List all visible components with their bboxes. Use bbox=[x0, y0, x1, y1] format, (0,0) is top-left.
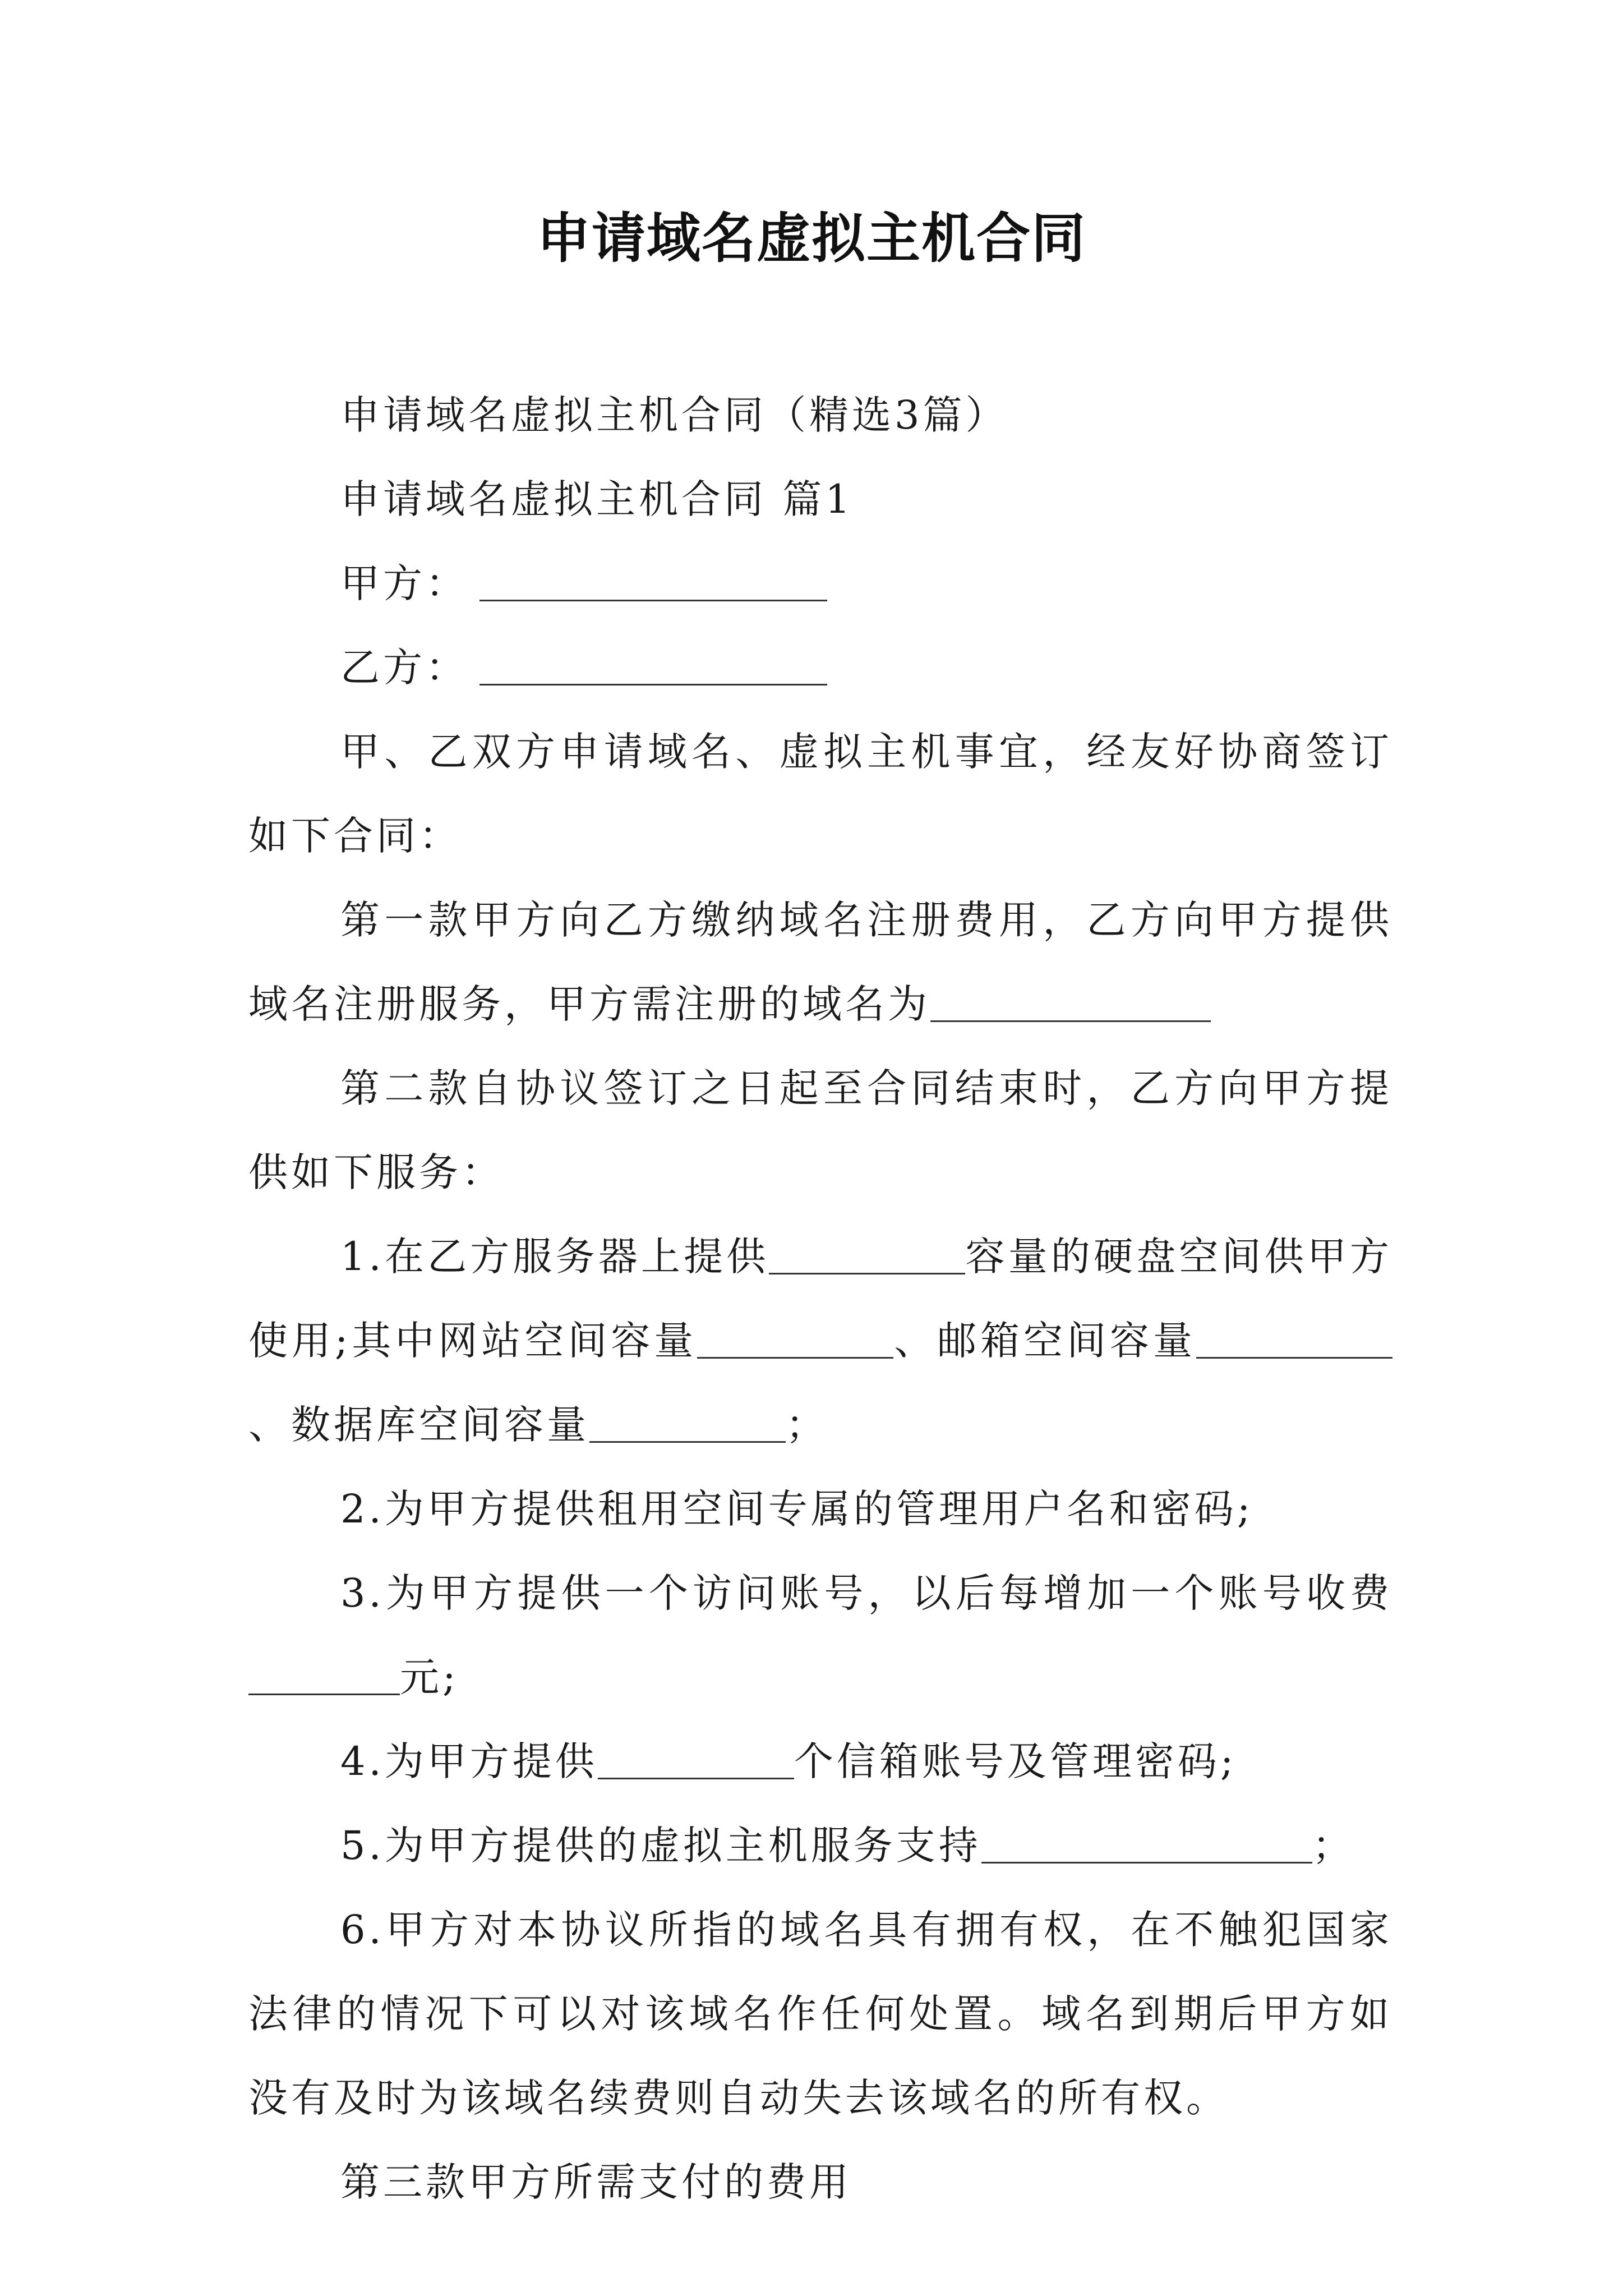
clause-2-text: 第二款自协议签订之日起至合同结束时，乙方向甲方提供如下服务： bbox=[248, 1065, 1393, 1195]
website-capacity-blank bbox=[697, 1318, 893, 1359]
party-a-blank bbox=[479, 560, 827, 601]
item-6-paragraph bbox=[248, 1888, 1393, 2140]
item-2-paragraph bbox=[248, 1467, 1393, 1551]
intro-text: 甲、乙双方申请域名、虚拟主机事宜，经友好协商签订如下合同： bbox=[248, 729, 1393, 859]
party-a-label: 甲方： bbox=[340, 560, 468, 606]
item-1-paragraph bbox=[248, 1214, 1393, 1467]
disk-capacity-blank bbox=[769, 1234, 965, 1274]
mailbox-capacity-blank bbox=[1196, 1318, 1393, 1359]
party-a-line bbox=[248, 541, 1393, 625]
item-3-text-b: 元; bbox=[400, 1654, 459, 1700]
party-b-label: 乙方： bbox=[340, 645, 468, 691]
database-capacity-blank bbox=[589, 1402, 786, 1443]
document-body bbox=[248, 373, 1393, 2224]
item-1-text-c: 、邮箱空间容量 bbox=[893, 1318, 1196, 1364]
clause-3-paragraph bbox=[248, 2140, 1393, 2224]
party-b-line bbox=[248, 625, 1393, 710]
item-1-text-e: ； bbox=[786, 1402, 828, 1448]
subtitle-text: 申请域名虚拟主机合同（精选3篇） bbox=[340, 392, 1008, 438]
subtitle bbox=[248, 373, 1393, 457]
item-1-text-d: 、数据库空间容量 bbox=[248, 1402, 589, 1448]
document-title: 申请域名虚拟主机合同 bbox=[537, 206, 1086, 270]
hosting-support-blank bbox=[981, 1823, 1312, 1864]
item-3-paragraph bbox=[248, 1551, 1393, 1719]
clause-1-text: 第一款甲方向乙方缴纳域名注册费用，乙方向甲方提供域名注册服务，甲方需注册的域名为 bbox=[248, 897, 1393, 1027]
clause-3-text: 第三款甲方所需支付的费用 bbox=[340, 2159, 852, 2205]
part-heading-text: 申请域名虚拟主机合同 篇1 bbox=[340, 476, 854, 522]
domain-name-blank bbox=[930, 981, 1211, 1022]
item-3-text-a: 3.为甲方提供一个访问账号，以后每增加一个账号收费 bbox=[340, 1570, 1393, 1616]
clause-1-paragraph bbox=[248, 878, 1393, 1046]
item-1-text-a: 1.在乙方服务器上提供 bbox=[340, 1234, 769, 1280]
item-5-text-b: ； bbox=[1312, 1823, 1355, 1869]
item-2-text: 2.为甲方提供租用空间专属的管理用户名和密码; bbox=[340, 1486, 1254, 1532]
part-heading bbox=[248, 457, 1393, 541]
party-b-blank bbox=[479, 645, 827, 685]
item-1-text-b: 容量的硬盘空间供甲方使用;其中网站空间容量 bbox=[248, 1234, 1393, 1364]
item-6-text: 6.甲方对本协议所指的域名具有拥有权，在不触犯国家法律的情况下可以对该域名作任何处置。域名到期后甲方如没有及时为该域名续费则自动失去该域名的所有权。 bbox=[248, 1907, 1393, 2121]
item-4-paragraph bbox=[248, 1719, 1393, 1803]
item-5-paragraph bbox=[248, 1803, 1393, 1888]
item-4-text-b: 个信箱账号及管理密码; bbox=[794, 1738, 1237, 1784]
mailbox-count-blank bbox=[598, 1738, 794, 1779]
intro-paragraph bbox=[248, 710, 1393, 878]
clause-2-paragraph bbox=[248, 1046, 1393, 1214]
account-fee-blank bbox=[248, 1654, 400, 1695]
item-5-text-a: 5.为甲方提供的虚拟主机服务支持 bbox=[340, 1823, 981, 1869]
item-4-text-a: 4.为甲方提供 bbox=[340, 1738, 598, 1784]
